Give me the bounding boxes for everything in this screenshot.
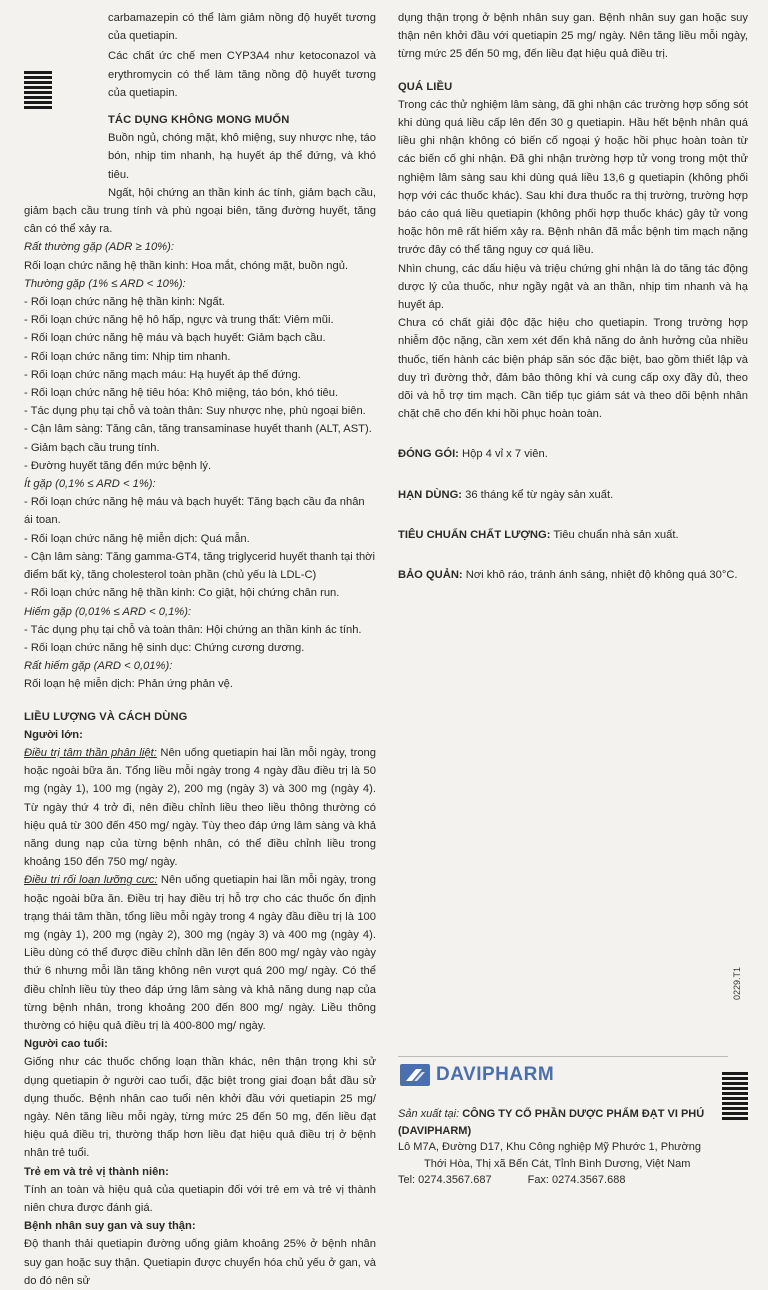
- text-elderly: Giống như các thuốc chống loạn thần khác, nên thận trọng khi sử dụng quetiapin ở người cao tuổi, đặc biệt trong giai đoạn bắt đầu sử dụng thuốc. Bệnh nhân cao tuổi nên khởi đầu với quetiapin 25 mg/ ngày. Nên tăng liều mỗi ngày, từng mức 25 đến 50 mg, đến liều đạt hiệu quả điều trị, thường thấp hơn liều đạt hiệu quả điều trị ở bệnh nhân trẻ tuổi.: [24, 1056, 376, 1160]
- text-overdose-1: Trong các thử nghiệm lâm sàng, đã ghi nhận các trường hợp sống sót khi dùng quá liều cấp lên đến 30 g quetiapin. Hầu hết bệnh nhân quá liều ghi nhận không có biến cố ngoại ý hoặc hồi phục hoàn toàn từ các biến cố ghi nhận. Đã ghi nhận trường hợp tử vong trong một thử nghiệm lâm sàng sau khi dùng quá liều 13,6 g quetiapin (không phối hợp với các thuốc khác). Sau khi đưa thuốc ra thị trường, trường hợp báo cáo quá liều quetiapin (không phối hợp thuốc khác) gây tử vong hoặc hôn mê rất hiếm xảy ra. Bệnh nhân đã mắc bệnh tim mạch nặng trước đây có thể tăng nguy cơ quá liều.: [398, 98, 748, 257]
- common-item: - Giảm bạch cầu trung tính.: [24, 441, 160, 454]
- common-item: - Tác dụng phụ tại chỗ và toàn thân: Suy nhược nhẹ, phù ngoại biên.: [24, 405, 366, 418]
- storage-value: Nơi khô ráo, tránh ánh sáng, nhiệt độ không quá 30°C.: [462, 569, 738, 582]
- bipolar-body: Nên uống quetiapin hai lần mỗi ngày, trong hoặc ngoài bữa ăn. Điều trị hay điều trị hỗ trợ cho các thuốc ổn định trạng thái tâm thần, tổng liều mỗi ngày trong 4 ngày đầu điều trị là 100 mg (ngày 1), 200 mg (ngày 2), 300 mg (ngày 3) và 400 mg (ngày 4). Liều dùng có thể được điều chỉnh dần lên đến 800 mg/ ngày vào ngày thứ 6 nhưng mỗi lần tăng không nên vượt quá 200 mg/ ngày. Có thể điều chỉnh liều tùy theo đáp ứng lâm sàng và khả năng dung nạp của từng bệnh nhân, trong khoảng 200 đến 800 mg/ ngày. Liều thông thường có hiệu quả điều trị là 400-800 mg/ ngày.: [24, 874, 376, 1032]
- davipharm-logo-icon: [400, 1064, 430, 1086]
- uncommon-item: - Rối loạn chức năng hệ miễn dịch: Quá mẫn.: [24, 532, 250, 545]
- logo-text: DAVIPHARM: [436, 1064, 555, 1085]
- label-bipolar: Điều trị rối loạn lưỡng cực:: [24, 874, 158, 887]
- text-expiry: [398, 486, 748, 504]
- divider: [398, 1056, 728, 1057]
- common-item: - Rối loạn chức năng hệ tiêu hóa: Khô miệng, táo bón, khó tiêu.: [24, 387, 339, 400]
- text-overdose-2: Nhìn chung, các dấu hiệu và triệu chứng ghi nhận là do tăng tác động dược lý của thuốc, như ngầy ngật và an thần, nhịp tim nhanh và hạ huyết áp.: [398, 262, 748, 312]
- left-column: [24, 9, 376, 1290]
- davipharm-logo: [400, 1064, 554, 1086]
- common-item: - Rối loạn chức năng hệ máu và bạch huyết: Giảm bạch cầu.: [24, 332, 326, 345]
- company-name: CÔNG TY CỔ PHẦN DƯỢC PHẨM ĐẠT VI PHÚ: [459, 1108, 705, 1120]
- label-very-common: Rất thường gặp (ADR ≥ 10%):: [24, 241, 174, 254]
- label-common: Thường gặp (1% ≤ ARD < 10%):: [24, 277, 186, 290]
- text-very-common: Rối loạn chức năng hệ thần kinh: Hoa mắt, chóng mặt, buồn ngủ.: [24, 259, 349, 272]
- rare-item: - Rối loạn chức năng hệ sinh dục: Chứng cương dương.: [24, 641, 305, 654]
- text-renal: Độ thanh thải quetiapin đường uống giảm khoảng 25% ở bệnh nhân suy gan hoặc suy thận. Quetiapin được chuyển hóa chủ yếu ở gan, và do đó nên sử: [24, 1238, 376, 1287]
- standard-value: Tiêu chuẩn nhà sản xuất.: [550, 528, 679, 541]
- heading-overdose: QUÁ LIỀU: [398, 80, 453, 93]
- address-line-2: Thới Hòa, Thị xã Bến Cát, Tỉnh Bình Dương, Việt Nam: [424, 1157, 691, 1170]
- text-cyp3a4: Các chất ức chế men CYP3A4 như ketoconazol và erythromycin có thể làm tăng nồng độ huyết tương của quetiapin.: [108, 50, 376, 99]
- common-item: - Cận lâm sàng: Tăng cân, tăng transaminase huyết thanh (ALT, AST).: [24, 423, 372, 436]
- label-renal: Bệnh nhân suy gan và suy thận:: [24, 1220, 196, 1233]
- text-children: Tính an toàn và hiệu quả của quetiapin đối với trẻ em và trẻ vị thành niên chưa được đánh giá.: [24, 1183, 376, 1214]
- text-adverse-1: Buồn ngủ, chóng mặt, khô miệng, suy nhược nhẹ, táo bón, nhịp tim nhanh, hạ huyết áp thể đứng, và khó tiêu.: [108, 132, 376, 181]
- label-uncommon: Ít gặp (0,1% ≤ ARD < 1%):: [24, 478, 156, 491]
- label-packaging: ĐÓNG GÓI:: [398, 448, 459, 461]
- contact-line: [398, 1172, 748, 1189]
- common-item: - Đường huyết tăng đến mức bệnh lý.: [24, 459, 212, 472]
- label-storage: BẢO QUẢN:: [398, 569, 463, 582]
- text-storage: [398, 566, 748, 584]
- label-rare: Hiếm gặp (0,01% ≤ ARD < 0,1%):: [24, 605, 192, 618]
- expiry-value: 36 tháng kể từ ngày sản xuất.: [462, 488, 614, 501]
- text-schizo: [24, 744, 376, 871]
- common-item: - Rối loạn chức năng tim: Nhịp tim nhanh.: [24, 350, 231, 363]
- common-item: - Rối loạn chức năng hệ hô hấp, ngực và trung thất: Viêm mũi.: [24, 314, 334, 327]
- label-children: Trẻ em và trẻ vị thành niên:: [24, 1165, 169, 1178]
- rare-item: - Tác dụng phụ tại chỗ và toàn thân: Hội chứng an thần kinh ác tính.: [24, 623, 362, 636]
- heading-adverse: TÁC DỤNG KHÔNG MONG MUỐN: [108, 114, 290, 127]
- label-schizo: Điều trị tâm thần phân liệt:: [24, 746, 157, 759]
- company-short: (DAVIPHARM): [398, 1124, 472, 1137]
- common-item: - Rối loạn chức năng hệ thần kinh: Ngất.: [24, 296, 225, 309]
- schizo-body: Nên uống quetiapin hai lần mỗi ngày, trong hoặc ngoài bữa ăn. Tổng liều mỗi ngày trong 4 ngày đầu điều trị là 50 mg (ngày 1), 100 mg (ngày 2), 200 mg (ngày 3) và 300 mg (ngày 4). Từ ngày thứ 4 trở đi, nên điều chỉnh liều theo liều thông thường có hiệu quả từ 300 đến 450 mg/ ngày. Tùy theo đáp ứng lâm sàng và khả năng dung nạp của từng bệnh nhân, có thể điều chỉnh liều trong khoảng 150 đến 750 mg/ ngày.: [24, 746, 376, 869]
- label-made-by: Sản xuất tại:: [398, 1108, 460, 1120]
- right-column: [398, 9, 748, 584]
- text-bipolar: [24, 871, 376, 1035]
- label-very-rare: Rất hiếm gặp (ARD < 0,01%):: [24, 660, 173, 673]
- label-adults: Người lớn:: [24, 728, 83, 741]
- fax: Fax: 0274.3567.688: [527, 1174, 626, 1186]
- manufacturer-line: [398, 1106, 748, 1123]
- uncommon-item: - Cận lâm sàng: Tăng gamma-GT4, tăng triglycerid huyết thanh tại thời điểm bất kỳ, tăng cholesterol toàn phần (chủ yếu là LDL-C): [24, 550, 376, 582]
- label-standard: TIÊU CHUẨN CHẤT LƯỢNG:: [398, 528, 551, 541]
- address-line-1: Lô M7A, Đường D17, Khu Công nghiệp Mỹ Phước 1, Phường: [398, 1141, 701, 1153]
- common-item: - Rối loạn chức năng mạch máu: Hạ huyết áp thế đứng.: [24, 368, 301, 381]
- text-packaging: [398, 445, 748, 463]
- packaging-value: Hộp 4 vỉ x 7 viên.: [458, 448, 548, 461]
- label-expiry: HẠN DÙNG:: [398, 488, 463, 501]
- text-adverse-2: Ngất, hội chứng an thần kinh ác tính, giảm bạch cầu, giảm bạch cầu trung tính và phù ngoại biên, tăng đường huyết, tăng cân có thể xảy ra.: [24, 186, 376, 236]
- text-very-rare: Rối loạn hệ miễn dịch: Phản ứng phản vệ.: [24, 678, 234, 691]
- heading-dosage: LIỀU LƯỢNG VÀ CÁCH DÙNG: [24, 710, 188, 723]
- side-code: 0229.T1: [732, 966, 742, 1000]
- tel: Tel: 0274.3567.687: [398, 1174, 492, 1186]
- text-overdose-3: Chưa có chất giải độc đặc hiệu cho quetiapin. Trong trường hợp nhiễm độc nặng, cần xem xét đến khả năng do ảnh hưởng của nhiều thuốc, tiến hành các biện pháp săn sóc đặc biệt, bao gồm thiết lập và duy trì đường thở, đảm bảo thông khí và cung cấp oxy đầy đủ, theo dõi và hỗ trợ tim mạch. Cần tiếp tục giám sát và theo dõi bệnh nhân chặt chẽ cho đến khi hồi phục hoàn toàn.: [398, 317, 748, 421]
- text-carbamazepin: carbamazepin có thể làm giảm nồng độ huyết tương của quetiapin.: [108, 12, 376, 43]
- text-standard: [398, 526, 748, 544]
- manufacturer-info: [398, 1106, 748, 1189]
- label-elderly: Người cao tuổi:: [24, 1038, 108, 1051]
- uncommon-item: - Rối loạn chức năng hệ thần kinh: Co giật, hội chứng chân run.: [24, 587, 340, 600]
- uncommon-item: - Rối loạn chức năng hệ máu và bạch huyết: Tăng bạch cầu đa nhân ái toan.: [24, 496, 365, 527]
- text-continuation: dụng thận trọng ở bệnh nhân suy gan. Bệnh nhân suy gan hoặc suy thận nên khởi đầu với quetiapin 25 mg/ ngày. Nên tăng liều mỗi ngày, từng mức 25 đến 50 mg, đến liều đạt hiệu quả điều trị.: [398, 12, 748, 61]
